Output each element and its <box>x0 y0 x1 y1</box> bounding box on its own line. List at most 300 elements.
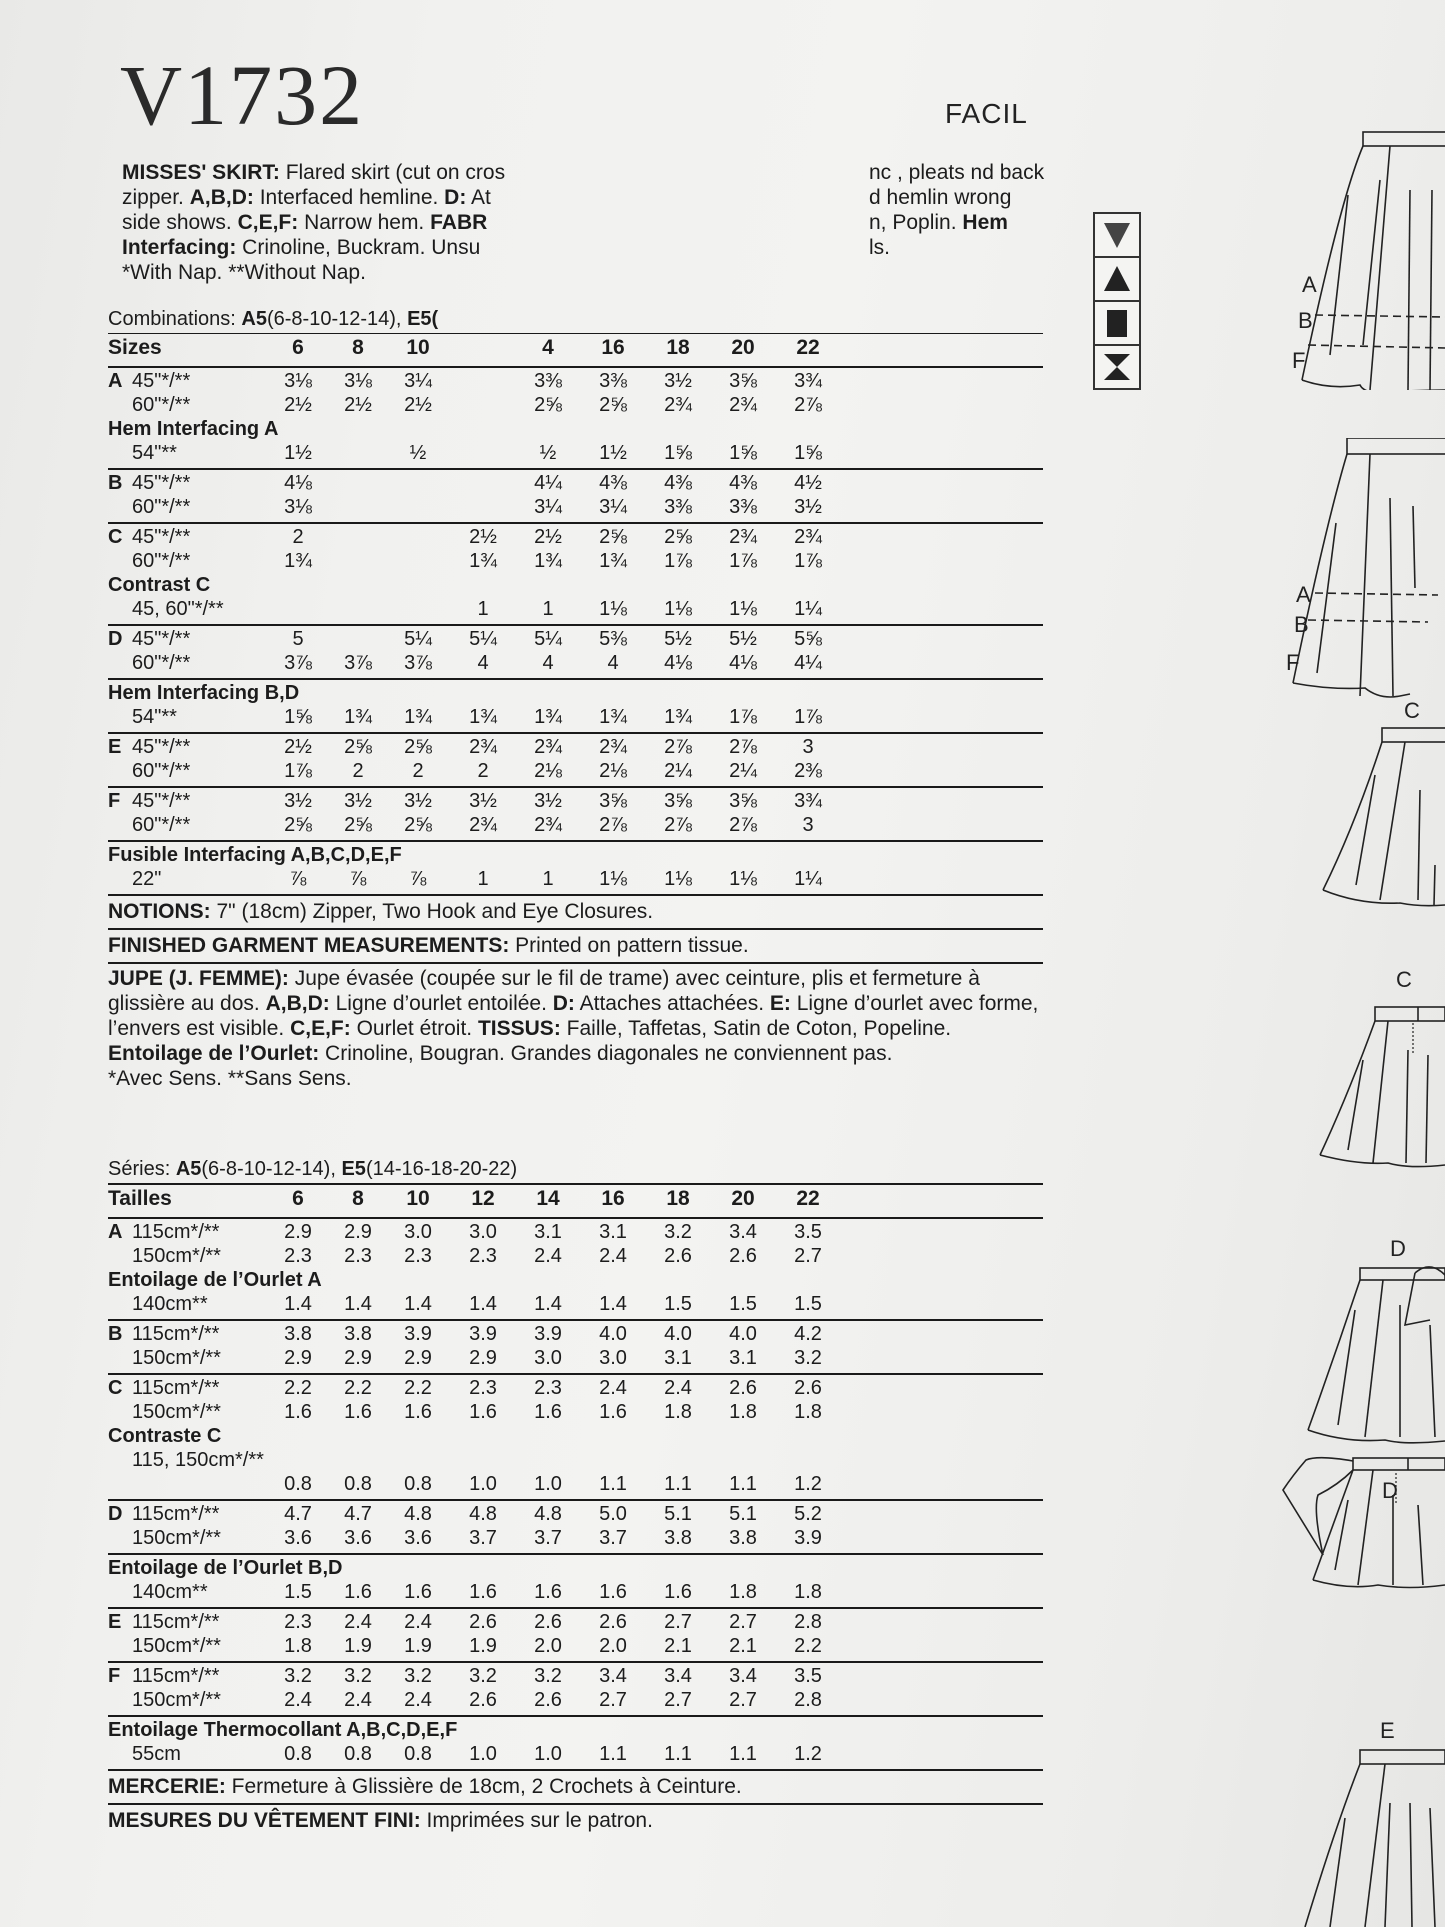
yardage-cell: 5.2 <box>794 1503 822 1525</box>
yardage-cell: 0.8 <box>284 1473 312 1495</box>
yardage-cell: 5¼ <box>469 628 497 650</box>
yardage-cell: 4.8 <box>534 1503 562 1525</box>
yardage-cell: 1.4 <box>534 1293 562 1315</box>
yardage-cell: 1.1 <box>664 1743 692 1765</box>
yardage-cell: 1.6 <box>534 1401 562 1423</box>
size-column-header: 16 <box>601 1187 625 1210</box>
fabric-width: 150cm*/** <box>132 1401 221 1423</box>
yardage-cell: 2½ <box>469 526 497 548</box>
fabric-width: 115cm*/** <box>132 1503 220 1525</box>
yardage-cell: 4⅜ <box>599 472 627 494</box>
yardage-cell: 1.4 <box>284 1293 312 1315</box>
fabric-width: 150cm*/** <box>132 1635 221 1657</box>
yardage-cell: 3.1 <box>664 1347 692 1369</box>
yardage-cell: 2.6 <box>664 1245 692 1267</box>
yardage-cell: 3⅞ <box>344 652 372 674</box>
yardage-cell: 3⅛ <box>284 496 312 518</box>
view-letter: A <box>108 1221 123 1243</box>
table-row <box>108 370 1043 394</box>
yardage-cell: 1.6 <box>599 1581 627 1603</box>
table-row <box>108 496 1043 520</box>
yardage-cell: 2⅞ <box>729 736 757 758</box>
yardage-cell: 1⅝ <box>284 706 312 728</box>
yardage-cell: 3.2 <box>664 1221 692 1243</box>
yardage-cell: 1⅞ <box>729 550 757 572</box>
yardage-cell: 1.6 <box>664 1581 692 1603</box>
yardage-cell: 1⅝ <box>729 442 757 464</box>
yardage-cell: 3⅜ <box>534 370 562 392</box>
yardage-cell: 2¾ <box>729 394 757 416</box>
row-group-label: Entoilage de l’Ourlet A <box>108 1269 322 1291</box>
table-row <box>108 1221 1043 1245</box>
yardage-cell: 2¾ <box>599 736 627 758</box>
fabric-width: 60"*/** <box>132 760 191 782</box>
skirt-sketch-view-7 <box>1290 1748 1445 1927</box>
yardage-cell: 1.5 <box>729 1293 757 1315</box>
yardage-cell: 4⅛ <box>664 652 692 674</box>
fabric-width: 115cm*/** <box>132 1611 220 1633</box>
yardage-cell: 1¾ <box>534 550 562 572</box>
skirt-sketch-view-2 <box>1290 438 1445 708</box>
yardage-cell: 2.2 <box>404 1377 432 1399</box>
row-group-label: Entoilage Thermocollant A,B,C,D,E,F <box>108 1719 458 1741</box>
skirt-sketch-view-1 <box>1290 120 1445 390</box>
triangle-down-icon <box>1095 214 1139 258</box>
yardage-cell: 4.7 <box>344 1503 372 1525</box>
view-label: D <box>1382 1478 1398 1503</box>
yardage-cell: 2.7 <box>794 1245 822 1267</box>
yardage-cell: 3⅜ <box>729 496 757 518</box>
table-row <box>108 526 1043 550</box>
size-column-header: 20 <box>731 1187 755 1210</box>
yardage-cell: 2.4 <box>534 1245 562 1267</box>
yardage-cell: 3.9 <box>794 1527 822 1549</box>
table-row <box>108 550 1043 574</box>
yardage-rows <box>108 370 1043 896</box>
yardage-cell: 2.4 <box>344 1689 372 1711</box>
divider <box>108 786 1043 788</box>
yardage-cell: 2.6 <box>469 1689 497 1711</box>
description-line: zipper. A,B,D: Interfaced hemline. D: At d hemlin wrong <box>122 186 1012 209</box>
yardage-cell: 1.9 <box>344 1635 372 1657</box>
yardage-cell: 2⅝ <box>344 814 372 836</box>
view-letter: D <box>108 628 123 650</box>
skirt-sketch-view-5-bow <box>1305 1265 1445 1450</box>
yardage-cell: 3.2 <box>469 1665 497 1687</box>
table-row <box>108 1743 1043 1767</box>
yardage-cell: 2⅝ <box>664 526 692 548</box>
description-english <box>122 160 1062 285</box>
yardage-cell: 1.8 <box>729 1581 757 1603</box>
yardage-cell: 2.4 <box>404 1689 432 1711</box>
yardage-cell: 3⅝ <box>729 790 757 812</box>
view-label: F <box>1286 650 1300 675</box>
yardage-cell: ⅞ <box>289 868 307 890</box>
yardage-cell: 3.8 <box>344 1323 372 1345</box>
yardage-cell: 2.6 <box>534 1611 562 1633</box>
yardage-cell: 2.6 <box>534 1689 562 1711</box>
view-letter: E <box>108 1611 122 1633</box>
size-column-header: 10 <box>406 1187 430 1210</box>
yardage-cell: 2⅝ <box>344 736 372 758</box>
view-label: A <box>1296 582 1311 607</box>
difficulty-label: FACIL <box>945 98 1028 129</box>
yardage-cell: 2.7 <box>664 1611 692 1633</box>
yardage-cell: 2⅛ <box>534 760 562 782</box>
yardage-cell: 2⅞ <box>729 814 757 836</box>
table-row <box>108 1473 1043 1497</box>
yardage-cell: ½ <box>409 442 427 464</box>
yardage-cell: 3.7 <box>534 1527 562 1549</box>
yardage-cell: 3.9 <box>469 1323 497 1345</box>
yardage-cell: 1⅛ <box>729 598 757 620</box>
fabric-symbols-box <box>1093 212 1141 390</box>
yardage-cell: 1⅛ <box>664 868 692 890</box>
yardage-cell: 1.1 <box>599 1743 627 1765</box>
fabric-width: 22" <box>132 868 162 890</box>
yardage-cell: 2.3 <box>284 1611 312 1633</box>
view-label: E <box>1380 1718 1395 1743</box>
yardage-cell: 3⅝ <box>599 790 627 812</box>
yardage-cell: 4.0 <box>729 1323 757 1345</box>
yardage-cell: 3⅝ <box>664 790 692 812</box>
divider <box>108 962 1043 964</box>
square-icon <box>1095 302 1139 346</box>
yardage-cell: 1.8 <box>794 1401 822 1423</box>
table-row <box>108 1611 1043 1635</box>
yardage-cell: 1.6 <box>404 1401 432 1423</box>
view-label: B <box>1298 308 1313 333</box>
yardage-cell: 3.9 <box>534 1323 562 1345</box>
yardage-cell: 4 <box>542 652 554 674</box>
bowtie-icon <box>1095 346 1139 388</box>
yardage-cell: 1¾ <box>599 550 627 572</box>
fabric-width: 115, 150cm*/** <box>132 1449 264 1471</box>
yardage-cell: 3.0 <box>404 1221 432 1243</box>
yardage-cell: 1.8 <box>284 1635 312 1657</box>
yardage-cell: 4.8 <box>469 1503 497 1525</box>
yardage-cell: 2.8 <box>794 1689 822 1711</box>
fabric-width: 115cm*/** <box>132 1323 220 1345</box>
yardage-cell: 1¾ <box>469 550 497 572</box>
yardage-cell: 3.6 <box>344 1527 372 1549</box>
yardage-cell: 1⅞ <box>729 706 757 728</box>
yardage-cell: 4½ <box>794 472 822 494</box>
yardage-cell: 2½ <box>534 526 562 548</box>
fabric-width: 150cm*/** <box>132 1689 221 1711</box>
size-column-header: 18 <box>666 336 690 359</box>
yardage-cell: 2.6 <box>794 1377 822 1399</box>
yardage-cell: 2¼ <box>729 760 757 782</box>
yardage-cell: 1.6 <box>344 1581 372 1603</box>
yardage-cell: 1¾ <box>534 706 562 728</box>
divider <box>108 624 1043 626</box>
yardage-cell: 2.9 <box>404 1347 432 1369</box>
yardage-cell: 1.2 <box>794 1473 822 1495</box>
yardage-cell: 5.1 <box>729 1503 757 1525</box>
yardage-cell: 1¾ <box>344 706 372 728</box>
yardage-cell: 1.8 <box>664 1401 692 1423</box>
yardage-table-french <box>108 1158 1043 1835</box>
fabric-width: 45"*/** <box>132 736 191 758</box>
combinations-line: Combinations: A5(6-8-10-12-14), E5( <box>108 308 439 330</box>
finished-measurements-line: FINISHED GARMENT MEASUREMENTS: Printed on pattern tissue. <box>108 934 749 957</box>
yardage-cell: 1.4 <box>599 1293 627 1315</box>
sizes-header-row: Tailles 6 8 10 12 14 16 18 20 22 <box>108 1187 1043 1215</box>
yardage-cell: 2.4 <box>664 1377 692 1399</box>
yardage-cell: 3.8 <box>284 1323 312 1345</box>
yardage-cell: 2.7 <box>729 1689 757 1711</box>
yardage-cell: 1.5 <box>794 1293 822 1315</box>
size-column-header: 4 <box>542 336 554 359</box>
yardage-cell: 2⅛ <box>599 760 627 782</box>
table-row <box>108 1665 1043 1689</box>
yardage-cell: 3.0 <box>534 1347 562 1369</box>
yardage-cell: 2.8 <box>794 1611 822 1633</box>
yardage-cell: 2⅞ <box>599 814 627 836</box>
table-row <box>108 706 1043 730</box>
view-letter: C <box>108 526 123 548</box>
divider <box>108 732 1043 734</box>
yardage-cell: 1½ <box>284 442 312 464</box>
yardage-cell: ½ <box>539 442 557 464</box>
yardage-cell: 0.8 <box>344 1743 372 1765</box>
yardage-cell: 3.5 <box>794 1221 822 1243</box>
yardage-cell: 1.9 <box>469 1635 497 1657</box>
yardage-cell: 1.1 <box>729 1743 757 1765</box>
yardage-cell: 1⅛ <box>599 868 627 890</box>
table-row <box>108 628 1043 652</box>
yardage-cell: 1.6 <box>599 1401 627 1423</box>
yardage-cell: 3.9 <box>404 1323 432 1345</box>
yardage-cell: 1.0 <box>534 1743 562 1765</box>
pattern-number: V1732 <box>120 47 365 143</box>
yardage-cell: 5½ <box>729 628 757 650</box>
view-letter: C <box>108 1377 123 1399</box>
yardage-cell: 4.2 <box>794 1323 822 1345</box>
yardage-cell: 1.4 <box>469 1293 497 1315</box>
yardage-cell: 1 <box>477 868 489 890</box>
yardage-cell: 5¼ <box>534 628 562 650</box>
yardage-cell: 2½ <box>404 394 432 416</box>
size-column-header: 14 <box>536 1187 560 1210</box>
yardage-table-english <box>108 308 1043 1091</box>
yardage-cell: ⅞ <box>349 868 367 890</box>
yardage-cell: 2.6 <box>469 1611 497 1633</box>
divider <box>108 894 1043 896</box>
view-letter: F <box>108 1665 121 1687</box>
table-row <box>108 736 1043 760</box>
view-label: F <box>1292 348 1306 373</box>
yardage-cell: 1.9 <box>404 1635 432 1657</box>
yardage-cell: 3⅜ <box>599 370 627 392</box>
yardage-cell: 2¾ <box>794 526 822 548</box>
yardage-cell: 3⅝ <box>729 370 757 392</box>
view-letter: E <box>108 736 122 758</box>
yardage-cell: 2⅝ <box>404 814 432 836</box>
yardage-cell: 1.1 <box>729 1473 757 1495</box>
yardage-cell: 1⅞ <box>284 760 312 782</box>
yardage-cell: 3½ <box>284 790 312 812</box>
description-line: Interfacing: Crinoline, Buckram. Unsu ls. <box>122 236 890 259</box>
yardage-cell: 5½ <box>664 628 692 650</box>
yardage-cell: 4 <box>477 652 489 674</box>
yardage-cell: 1.0 <box>469 1473 497 1495</box>
yardage-cell: 1.5 <box>664 1293 692 1315</box>
size-column-header: 22 <box>796 1187 820 1210</box>
fabric-width: 60"*/** <box>132 496 191 518</box>
yardage-cell: 5¼ <box>404 628 432 650</box>
yardage-cell: 2.3 <box>534 1377 562 1399</box>
view-letter: A <box>108 370 123 392</box>
yardage-cell: 1.6 <box>344 1401 372 1423</box>
mercerie-line: MERCERIE: Fermeture à Glissière de 18cm, 2 Crochets à Ceinture. <box>108 1775 742 1798</box>
yardage-cell: 3.7 <box>599 1527 627 1549</box>
fabric-width: 45"*/** <box>132 472 191 494</box>
yardage-cell: 1⅞ <box>794 550 822 572</box>
size-column-header: 16 <box>601 336 625 359</box>
row-group-label: Hem Interfacing A <box>108 418 279 440</box>
yardage-cell: 3.6 <box>404 1527 432 1549</box>
yardage-rows <box>108 1221 1043 1771</box>
yardage-cell: 2¾ <box>534 814 562 836</box>
yardage-cell: 1⅛ <box>664 598 692 620</box>
yardage-cell: 4⅜ <box>729 472 757 494</box>
yardage-cell: 2½ <box>344 394 372 416</box>
yardage-cell: 2¾ <box>469 814 497 836</box>
fabric-width: 55cm <box>132 1743 181 1765</box>
yardage-cell: 4⅛ <box>729 652 757 674</box>
yardage-cell: 3.7 <box>469 1527 497 1549</box>
yardage-cell: 2¾ <box>664 394 692 416</box>
yardage-cell: 1.0 <box>534 1473 562 1495</box>
description-line: MISSES' SKIRT: Flared skirt (cut on cros nc , pleats nd back <box>122 161 1045 184</box>
yardage-cell: 2⅝ <box>534 394 562 416</box>
yardage-cell: 1.6 <box>534 1581 562 1603</box>
fabric-width: 115cm*/** <box>132 1665 220 1687</box>
yardage-cell: 1¾ <box>599 706 627 728</box>
yardage-cell: 3½ <box>534 790 562 812</box>
yardage-cell: 2.2 <box>344 1377 372 1399</box>
divider <box>108 678 1043 680</box>
nap-note-french: *Avec Sens. **Sans Sens. <box>108 1067 352 1090</box>
row-group-label: Contraste C <box>108 1425 222 1447</box>
yardage-cell: 3⅜ <box>664 496 692 518</box>
table-row <box>108 1527 1043 1551</box>
yardage-cell: 2.7 <box>599 1689 627 1711</box>
yardage-cell: 2.2 <box>794 1635 822 1657</box>
fabric-width: 140cm** <box>132 1293 208 1315</box>
yardage-cell: 2.4 <box>284 1689 312 1711</box>
yardage-cell: 1⅞ <box>664 550 692 572</box>
row-group-label: Fusible Interfacing A,B,C,D,E,F <box>108 844 402 866</box>
yardage-cell: 2.3 <box>284 1245 312 1267</box>
yardage-cell: 1 <box>542 868 554 890</box>
yardage-cell: 1.6 <box>469 1581 497 1603</box>
yardage-cell: 3.4 <box>729 1665 757 1687</box>
yardage-cell: 3½ <box>664 370 692 392</box>
yardage-cell: 1¼ <box>794 598 822 620</box>
yardage-cell: 1.5 <box>284 1581 312 1603</box>
size-column-header: 8 <box>352 1187 364 1210</box>
yardage-cell: 4 <box>607 652 619 674</box>
yardage-cell: 2.9 <box>284 1347 312 1369</box>
fabric-width: 45"*/** <box>132 628 191 650</box>
divider <box>108 1553 1043 1555</box>
yardage-cell: 2.9 <box>344 1347 372 1369</box>
view-label: B <box>1294 612 1309 637</box>
yardage-cell: 1.6 <box>469 1401 497 1423</box>
size-column-header: 12 <box>471 1187 495 1210</box>
yardage-cell: 3.1 <box>534 1221 562 1243</box>
yardage-cell: 2⅝ <box>404 736 432 758</box>
divider <box>108 468 1043 470</box>
yardage-cell: 5.1 <box>664 1503 692 1525</box>
yardage-cell: 1.1 <box>599 1473 627 1495</box>
yardage-cell: 3.4 <box>599 1665 627 1687</box>
view-label: C <box>1404 698 1420 723</box>
view-label: D <box>1390 1236 1406 1261</box>
yardage-cell: 4⅛ <box>284 472 312 494</box>
fabric-width: 54"** <box>132 706 177 728</box>
divider <box>108 1499 1043 1501</box>
fabric-width: 150cm*/** <box>132 1245 221 1267</box>
yardage-cell: 3.2 <box>344 1665 372 1687</box>
yardage-cell: 2.2 <box>284 1377 312 1399</box>
yardage-cell: 3.2 <box>284 1665 312 1687</box>
table-row <box>108 1689 1043 1713</box>
yardage-cell: 1¾ <box>284 550 312 572</box>
yardage-cell: 1¾ <box>664 706 692 728</box>
yardage-cell: 3¾ <box>794 370 822 392</box>
yardage-cell: 5⅜ <box>599 628 627 650</box>
divider <box>108 1183 1043 1185</box>
divider <box>108 928 1043 930</box>
yardage-cell: 2.4 <box>404 1611 432 1633</box>
yardage-cell: 2⅞ <box>664 736 692 758</box>
description-line: *With Nap. **Without Nap. <box>122 261 366 284</box>
yardage-cell: 4.0 <box>599 1323 627 1345</box>
table-row <box>108 442 1043 466</box>
yardage-cell: 1⅞ <box>794 706 822 728</box>
fabric-width: 45, 60"*/** <box>132 598 224 620</box>
table-row <box>108 790 1043 814</box>
view-letter: B <box>108 472 123 494</box>
yardage-cell: 2 <box>477 760 489 782</box>
finished-measurements-line-fr: MESURES DU VÊTEMENT FINI: Imprimées sur le patron. <box>108 1809 653 1832</box>
table-row <box>108 1401 1043 1425</box>
size-column-header: 8 <box>352 336 364 359</box>
yardage-cell: ⅞ <box>409 868 427 890</box>
divider <box>108 1769 1043 1771</box>
yardage-cell: 5⅝ <box>794 628 822 650</box>
yardage-cell: 1.6 <box>284 1401 312 1423</box>
yardage-cell: 1¼ <box>794 868 822 890</box>
yardage-cell: 2⅞ <box>794 394 822 416</box>
size-column-header: 6 <box>292 336 304 359</box>
divider <box>108 1373 1043 1375</box>
yardage-cell: 3.0 <box>469 1221 497 1243</box>
yardage-cell: 2.0 <box>534 1635 562 1657</box>
notions-line: NOTIONS: 7" (18cm) Zipper, Two Hook and Eye Closures. <box>108 900 654 923</box>
yardage-cell: 3⅞ <box>404 652 432 674</box>
view-letter: B <box>108 1323 123 1345</box>
yardage-cell: 4⅜ <box>664 472 692 494</box>
yardage-cell: 3.2 <box>404 1665 432 1687</box>
table-row <box>108 814 1043 838</box>
yardage-cell: 2.3 <box>469 1377 497 1399</box>
yardage-cell: 2¼ <box>664 760 692 782</box>
